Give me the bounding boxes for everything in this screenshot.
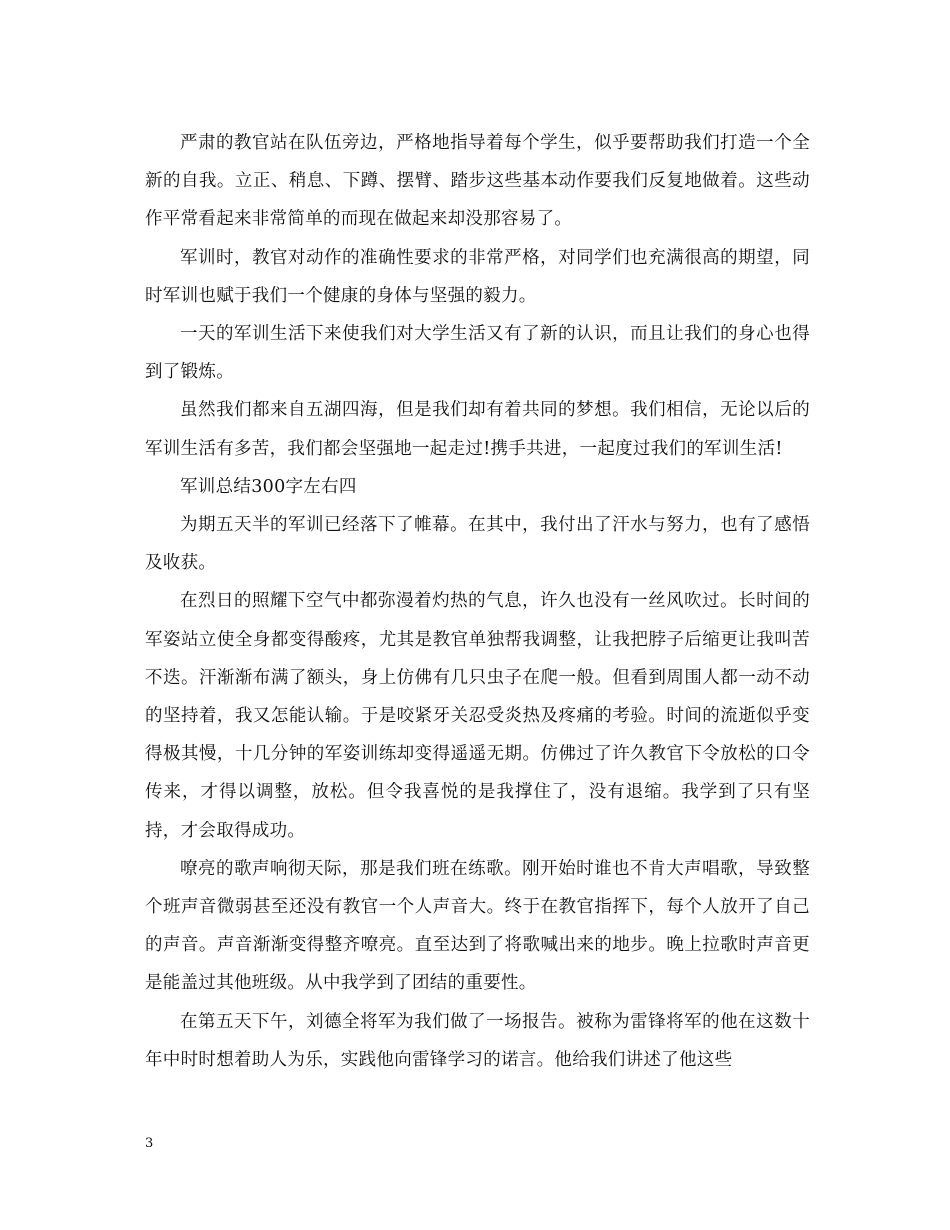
- paragraph: 在第五天下午，刘德全将军为我们做了一场报告。被称为雷锋将军的他在这数十年中时时想着助人为乐，实践他向雷锋学习的诺言。他给我们讲述了他这些: [145, 1011, 810, 1070]
- paragraph: 军训时，教官对动作的准确性要求的非常严格，对同学们也充满很高的期望，同时军训也赋于我们一个健康的身体与坚强的毅力。: [145, 247, 810, 306]
- section-heading: 军训总结300字左右四: [180, 476, 357, 497]
- paragraph: 虽然我们都来自五湖四海，但是我们却有着共同的梦想。我们相信，无论以后的军训生活有多苦，我们都会坚强地一起走过!携手共进，一起度过我们的军训生活!: [145, 400, 810, 459]
- paragraph: 一天的军训生活下来使我们对大学生活又有了新的认识，而且让我们的身心也得到了锻炼。: [145, 324, 810, 383]
- paragraph: 在烈日的照耀下空气中都弥漫着灼热的气息，许久也没有一丝风吹过。长时间的军姿站立使全身都变得酸疼，尤其是教官单独帮我调整，让我把脖子后缩更让我叫苦不迭。汗渐渐布满了额头，身上仿佛有几只虫子在爬一般。但看到周围人都一动不动的坚持着，我又怎能认输。于是咬紧牙关忍受炎热及疼痛的考验。时间的流逝似乎变得极其慢，十几分钟的军姿训练却变得遥遥无期。仿佛过了许久教官下令放松的口令传来，才得以调整，放松。但令我喜悦的是我撑住了，没有退缩。我学到了只有坚持，才会取得成功。: [145, 591, 810, 841]
- document-body: [145, 124, 810, 1079]
- page-number: 3: [145, 1136, 154, 1151]
- paragraph: 为期五天半的军训已经落下了帷幕。在其中，我付出了汗水与努力，也有了感悟及收获。: [145, 515, 810, 574]
- paragraph: 严肃的教官站在队伍旁边，严格地指导着每个学生，似乎要帮助我们打造一个全新的自我。立正、稍息、下蹲、摆臂、踏步这些基本动作要我们反复地做着。这些动作平常看起来非常简单的而现在做起来却没那容易了。: [145, 133, 810, 230]
- paragraph: 嘹亮的歌声响彻天际，那是我们班在练歌。刚开始时谁也不肯大声唱歌，导致整个班声音微弱甚至还没有教官一个人声音大。终于在教官指挥下，每个人放开了自己的声音。声音渐渐变得整齐嘹亮。直至达到了将歌喊出来的地步。晚上拉歌时声音更是能盖过其他班级。从中我学到了团结的重要性。: [145, 858, 810, 994]
